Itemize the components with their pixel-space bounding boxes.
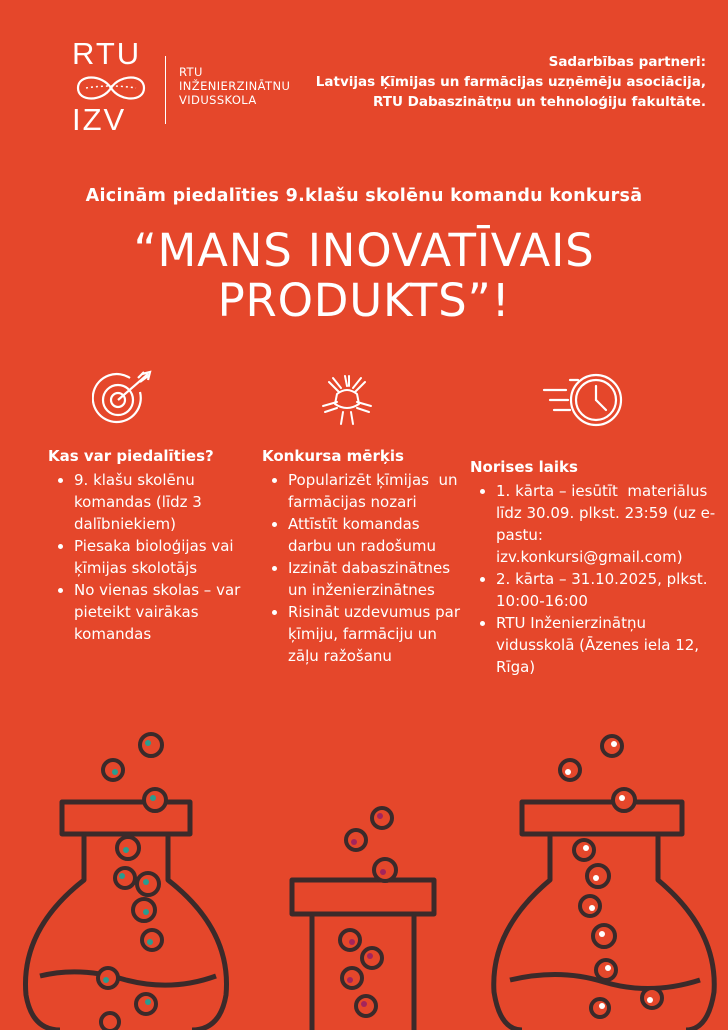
fast-clock-icon [540,372,624,428]
partners-block [306,52,706,112]
invite-heading: Aicinām piedalīties 9.klašu skolēnu komandu konkursā [85,186,643,206]
logo-subtitle: RTU INŽENIERZINĀTNU VIDUSSKOLA [179,65,291,107]
goals-column [262,445,462,667]
list-item: • 1. kārta – iesūtīt materiālus līdz 30.09. plkst. 23:59 (uz e-pastu: izv.konkursi@gmail.com) [496,480,718,568]
goals-heading: Konkursa mērķis [262,447,404,465]
participants-heading: Kas var piedalīties? [48,447,214,465]
schedule-list [470,480,718,678]
logo-bottom-text: IZV [72,102,127,132]
teamwork-hands-icon [319,372,375,426]
list-item: • Piesaka bioloģijas vai ķīmijas skolotājs [74,535,248,579]
list-item: • 9. klašu skolēnu komandas (līdz 3 dalībniekiem) [74,469,248,535]
partners-title: Sadarbības partneri: [548,54,706,70]
list-item: • 2. kārta – 31.10.2025, plkst. 10:00-16:00 [496,568,718,612]
list-item: • Izzināt dabaszinātnes un inženierzinātnes [288,557,462,601]
logo-top-text: RTU [72,36,142,71]
partners-text: Latvijas Ķīmijas un farmācijas uzņēmēju asociācija, RTU Dabaszinātņu un tehnoloģiju fakultāte. [315,74,706,110]
goals-list [262,469,462,667]
schedule-heading: Norises laiks [470,458,578,476]
logo-divider [165,56,166,124]
infinity-loop-logo-icon [78,78,144,99]
list-item: • Risināt uzdevumus par ķīmiju, farmāciju un zāļu ražošanu [288,601,462,667]
target-arrow-icon [92,370,156,426]
list-item: • Popularizēt ķīmijas un farmācijas nozari [288,469,462,513]
list-item: • No vienas skolas – var pieteikt vairākas komandas [74,579,248,645]
list-item: • RTU Inženierzinātņu vidusskolā (Āzenes iela 12, Rīga) [496,612,718,678]
participants-list [48,469,248,645]
rtu-izv-logo [70,36,152,132]
list-item: • Attīstīt komandas darbu un radošumu [288,513,462,557]
page-title: “MANS INOVATĪVAIS PRODUKTS”! [133,224,595,327]
chemistry-flasks-bubbles-icon [0,730,728,1030]
participants-column [48,445,248,645]
schedule-column [470,456,718,678]
